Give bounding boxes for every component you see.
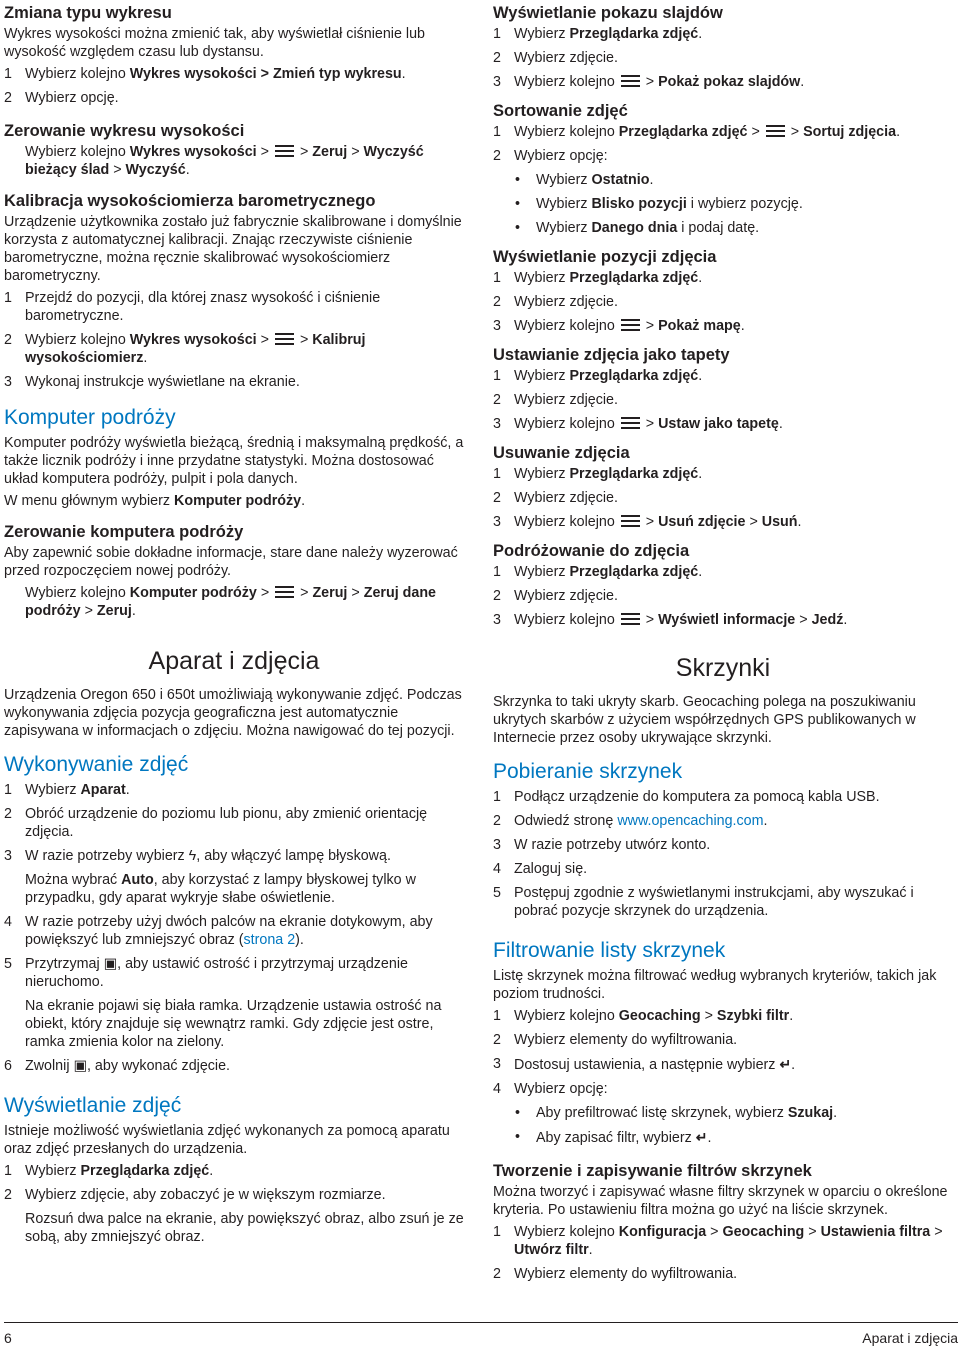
section-name: Aparat i zdjęcia [862, 1330, 958, 1346]
step: 1 Wybierz Przeglądarka zdjęć. [493, 466, 703, 482]
menu-icon [621, 319, 640, 331]
menu-icon [621, 75, 640, 87]
step: 4 Zaloguj się. [493, 861, 588, 877]
heading-pobieranie: Pobieranie skrzynek [493, 760, 683, 783]
back-icon: ↵ [695, 1129, 708, 1145]
para: Wykres wysokości można zmienić tak, aby wyświetlał ciśnienie lub wysokość względem czasu lub dystansu. [4, 26, 425, 60]
para: Skrzynka to taki ukryty skarb. Geocaching polega na poszukiwaniu ukrytych skarbów z użyciem współrzędnych GPS publikowanych w Internecie przez osoby ukrywające skrzynki. [493, 694, 916, 746]
para: Istnieje możliwość wyświetlania zdjęć wykonanych za pomocą aparatu oraz zdjęć przesłanych do urządzenia. [4, 1123, 450, 1157]
back-icon: ↵ [779, 1056, 792, 1072]
step: 1 Wybierz Aparat. [4, 782, 130, 798]
bullet-item: • Wybierz Ostatnio. [515, 172, 654, 188]
bullet-item: • Wybierz Blisko pozycji i wybierz pozycję. [515, 196, 803, 212]
step: 3 Wybierz kolejno > Usuń zdjęcie > Usuń. [493, 514, 802, 530]
heading-sortowanie: Sortowanie zdjęć [493, 102, 628, 120]
heading-usuwanie: Usuwanie zdjęcia [493, 444, 630, 462]
substep: Można wybrać Auto, aby korzystać z lampy błyskowej tylko w przypadku, gdy aparat wykryje słabe oświetlenie. [25, 872, 416, 906]
camera-icon: ▣ [73, 1058, 87, 1074]
page-number: 6 [4, 1330, 12, 1346]
heading-skrzynki: Skrzynki [675, 654, 771, 682]
step: 2 Wybierz opcję: [493, 148, 608, 164]
menu-icon [621, 515, 640, 527]
menu-icon [275, 586, 294, 598]
menu-icon [766, 125, 785, 137]
step: 3 Wybierz kolejno > Ustaw jako tapetę. [493, 416, 783, 432]
step: 4 Wybierz opcję: [493, 1081, 608, 1097]
page-link[interactable]: strona 2 [243, 932, 296, 948]
step: 4 W razie potrzeby użyj dwóch palców na ekranie dotykowym, aby powiększyć lub zmniejszyć obraz (strona 2). [4, 914, 433, 948]
heading-podrozowanie: Podróżowanie do zdjęcia [493, 542, 690, 560]
substep: Na ekranie pojawi się biała ramka. Urządzenie ustawia ostrość na obiekt, który znajduje się wewnątrz ramki. Gdy zdjęcie jest ostre, ramka zmienia kolor na zielony. [25, 998, 442, 1050]
step: 2 Obróć urządzenie do poziomu lub pionu, aby zmienić orientację zdjęcia. [4, 806, 428, 840]
step: 3 Dostosuj ustawienia, a następnie wybierz ↵. [493, 1056, 796, 1073]
step: 1 Wybierz kolejno Przeglądarka zdjęć > > Sortuj zdjęcia. [493, 124, 901, 140]
step: 2 Wybierz kolejno Wykres wysokości > > Kalibruj wysokościomierz. [4, 332, 366, 366]
heading-komputer-podrozy: Komputer podróży [4, 406, 176, 429]
bullet-item: • Aby prefiltrować listę skrzynek, wybierz Szukaj. [515, 1105, 838, 1121]
para: Urządzenia Oregon 650 i 650t umożliwiają wykonywanie zdjęć. Podczas wykonywania zdjęcia pozycja geograficzna jest automatycznie zapisywana w informacjach o zdjęciu. Można nawigować do tej pozycji. [4, 687, 462, 739]
step: 1 Przejdź do pozycji, dla której znasz wysokość i ciśnienie barometryczne. [4, 290, 381, 324]
step: 2 Odwiedź stronę www.opencaching.com. [493, 813, 768, 829]
para: Można tworzyć i zapisywać własne filtry skrzynek w oparciu o określone kryteria. Po ustawieniu filtra można go użyć na liście skrzynek. [493, 1184, 948, 1218]
para: W menu głównym wybierz Komputer podróży. [4, 493, 306, 509]
step: 3 Wybierz kolejno > Pokaż mapę. [493, 318, 745, 334]
menu-icon [275, 333, 294, 345]
step: 1 Podłącz urządzenie do komputera za pomocą kabla USB. [493, 789, 880, 805]
page-footer [4, 1322, 958, 1346]
para: Listę skrzynek można filtrować według wybranych kryteriów, takich jak poziom trudności. [493, 968, 937, 1002]
flash-icon: ϟ [188, 848, 197, 864]
step: 2 Wybierz zdjęcie. [493, 392, 618, 408]
step: 3 Wybierz kolejno > Pokaż pokaz slajdów. [493, 74, 805, 90]
step: 1 Wybierz kolejno Wykres wysokości > Zmień typ wykresu. [4, 66, 406, 82]
right-column [493, 0, 953, 1289]
para: Wybierz kolejno Wykres wysokości > > Zeruj > Wyczyść bieżący ślad > Wyczyść. [25, 144, 424, 178]
menu-icon [275, 145, 294, 157]
step: 1 Wybierz Przeglądarka zdjęć. [493, 270, 703, 286]
step: 1 Wybierz Przeglądarka zdjęć. [493, 26, 703, 42]
step: 1 Wybierz Przeglądarka zdjęć. [493, 368, 703, 384]
step: 2 Wybierz opcję. [4, 90, 119, 106]
heading-pozycja-zdjecia: Wyświetlanie pozycji zdjęcia [493, 248, 717, 266]
substep: Rozsuń dwa palce na ekranie, aby powiększyć obraz, albo zsuń je ze sobą, aby zmniejszyć obraz. [25, 1211, 464, 1245]
opencaching-link[interactable]: www.opencaching.com [617, 813, 764, 829]
step: 3 W razie potrzeby utwórz konto. [493, 837, 711, 853]
camera-icon: ▣ [103, 956, 118, 972]
step: 5 Postępuj zgodnie z wyświetlanymi instrukcjami, aby wyszukać i pobrać pozycje skrzynek do urządzenia. [493, 885, 914, 919]
heading-pokaz-slajdow: Wyświetlanie pokazu slajdów [493, 4, 723, 22]
step: 1 Wybierz kolejno Konfiguracja > Geocaching > Ustawienia filtra > Utwórz filtr. [493, 1224, 943, 1258]
heading-filtrowanie: Filtrowanie listy skrzynek [493, 939, 726, 962]
bullet-item: • Wybierz Danego dnia i podaj datę. [515, 220, 760, 236]
para: Komputer podróży wyświetla bieżącą, średnią i maksymalną prędkość, a także licznik podróży i inne przydatne statystyki. Można dostosować układ komputera podróży, pulpit i pola danych. [4, 435, 464, 487]
bullet-item: • Aby zapisać filtr, wybierz ↵. [515, 1129, 712, 1146]
step: 2 Wybierz elementy do wyfiltrowania. [493, 1266, 738, 1282]
step: 1 Wybierz Przeglądarka zdjęć. [493, 564, 703, 580]
step: 2 Wybierz zdjęcie. [493, 490, 618, 506]
heading-zerowanie-wykresu: Zerowanie wykresu wysokości [4, 122, 245, 140]
para: Wybierz kolejno Komputer podróży > > Zeruj > Zeruj dane podróży > Zeruj. [25, 585, 437, 619]
step: 3 W razie potrzeby wybierz ϟ, aby włączyć lampę błyskową. [4, 848, 391, 864]
step: 6 Zwolnij ▣, aby wykonać zdjęcie. [4, 1058, 231, 1074]
para: Urządzenie użytkownika zostało już fabrycznie skalibrowane i domyślnie korzysta z automatycznej kalibracji. Znając rzeczywiste ciśnienie barometryczne, można ręcznie skalibrować wysokościomierz barometryczny. [4, 214, 462, 284]
step: 1 Wybierz Przeglądarka zdjęć. [4, 1163, 214, 1179]
heading-tapeta: Ustawianie zdjęcia jako tapety [493, 346, 730, 364]
heading-zmiana-typu: Zmiana typu wykresu [4, 4, 172, 22]
heading-zerowanie-komputera: Zerowanie komputera podróży [4, 523, 244, 541]
heading-tworzenie-filtrow: Tworzenie i zapisywanie filtrów skrzynek [493, 1162, 812, 1180]
step: 2 Wybierz elementy do wyfiltrowania. [493, 1032, 738, 1048]
step: 2 Wybierz zdjęcie. [493, 50, 618, 66]
heading-wykonywanie-zdjec: Wykonywanie zdjęć [4, 753, 189, 776]
left-column [4, 0, 464, 1252]
menu-icon [621, 417, 640, 429]
step: 2 Wybierz zdjęcie, aby zobaczyć je w większym rozmiarze. [4, 1187, 386, 1203]
menu-icon [621, 613, 640, 625]
step: 5 Przytrzymaj ▣, aby ustawić ostrość i przytrzymaj urządzenie nieruchomo. [4, 956, 408, 990]
step: 2 Wybierz zdjęcie. [493, 588, 618, 604]
step: 2 Wybierz zdjęcie. [493, 294, 618, 310]
heading-aparat: Aparat i zdjęcia [148, 647, 320, 675]
step: 3 Wybierz kolejno > Wyświetl informacje > Jedź. [493, 612, 848, 628]
heading-wyswietlanie-zdjec: Wyświetlanie zdjęć [4, 1094, 182, 1117]
step: 3 Wykonaj instrukcje wyświetlane na ekranie. [4, 374, 300, 390]
step: 1 Wybierz kolejno Geocaching > Szybki filtr. [493, 1008, 794, 1024]
para: Aby zapewnić sobie dokładne informacje, stare dane należy wyzerować przed rozpoczęciem nowej podróży. [4, 545, 458, 579]
heading-kalibracja: Kalibracja wysokościomierza barometrycznego [4, 192, 376, 210]
